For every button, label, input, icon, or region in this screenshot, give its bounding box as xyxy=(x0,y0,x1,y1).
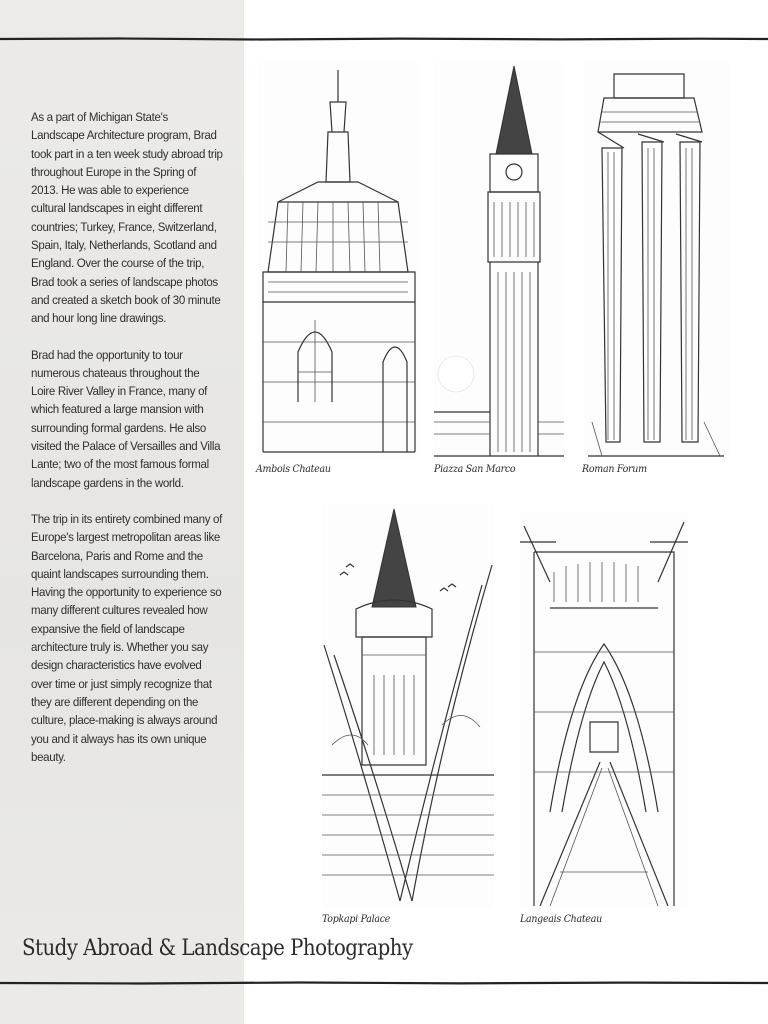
caption-ambois-chateau: Ambois Chateau xyxy=(256,463,331,475)
roman-forum-drawing xyxy=(584,62,730,458)
caption-langeais-chateau: Langeais Chateau xyxy=(520,913,602,925)
ambois-chateau-drawing xyxy=(258,62,420,458)
caption-roman-forum: Roman Forum xyxy=(582,463,647,475)
sketch-roman-forum xyxy=(584,62,730,458)
bottom-divider xyxy=(0,978,768,988)
sketch-topkapi-palace xyxy=(322,505,494,909)
caption-piazza-san-marco: Piazza San Marco xyxy=(434,463,516,475)
top-divider xyxy=(0,34,768,44)
langeais-chateau-drawing xyxy=(520,512,688,908)
paragraph-reflection: The trip in its entirety combined many of Europe's largest metropolitan areas like Barcelona, Paris and Rome and the quaint landscapes surrounding them. Having the opportunity to experience so many different cultures revealed how expansive the field of landscape architecture truly is. Whether you say design characteristics have evolved over time or just simply recognize that they are different depending on the culture, place-making is always around you and it always has its own unique beauty. xyxy=(31,511,222,764)
sketch-piazza-san-marco xyxy=(434,62,564,458)
footer-title: Study Abroad & Landscape Photography xyxy=(22,936,413,961)
sketch-langeais-chateau xyxy=(520,512,688,908)
paragraph-chateaus: Brad had the opportunity to tour numerous chateaus throughout the Loire River Valley in France, many of which featured a large mansion with surrounding formal gardens. He also visited the Palace of Versailles and Villa Lante; two of the most famous formal landscape gardens in the world. xyxy=(31,347,221,490)
piazza-san-marco-drawing xyxy=(434,62,564,458)
topkapi-palace-drawing xyxy=(322,505,494,909)
sketch-ambois-chateau xyxy=(258,62,420,458)
body-text xyxy=(31,108,224,784)
paragraph-intro: As a part of Michigan State's Landscape Architecture program, Brad took part in a ten week study abroad trip throughout Europe in the Spring of 2013. He was able to experience cultural landscapes in eight different countries; Turkey, France, Switzerland, Spain, Italy, Netherlands, Scotland and England. Over the course of the trip, Brad took a series of landscape photos and created a sketch book of 30 minute and hour long line drawings. xyxy=(31,110,223,326)
caption-topkapi-palace: Topkapi Palace xyxy=(322,913,391,925)
